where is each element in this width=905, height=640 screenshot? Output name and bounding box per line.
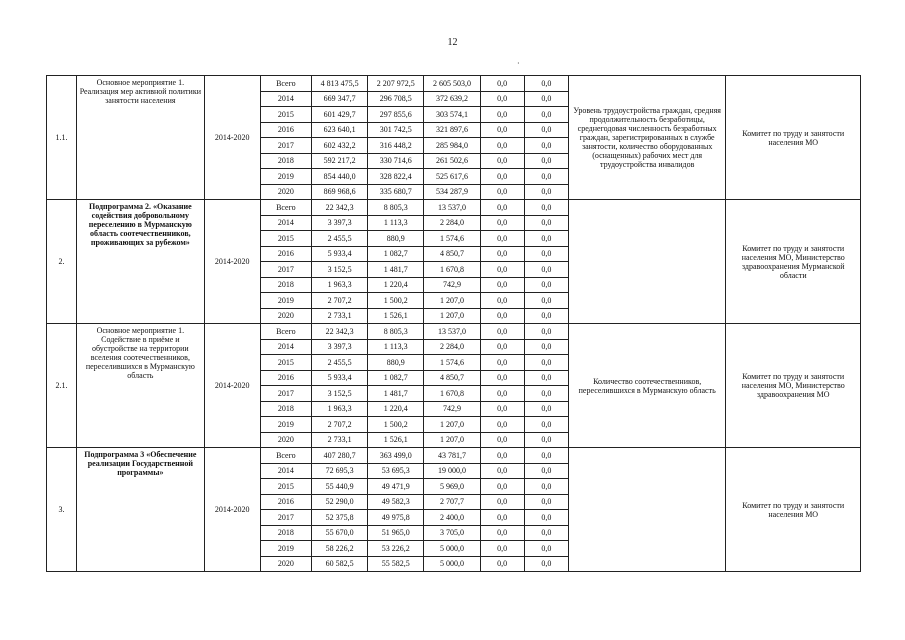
federal-budget-cell: 1 207,0 xyxy=(424,417,480,433)
regional-budget-cell: 1 500,2 xyxy=(368,417,424,433)
extrabudget-cell: 0,0 xyxy=(524,308,568,324)
result-indicator: Количество соотечественников, переселившихся в Мурманскую область xyxy=(568,324,726,448)
local-budget-cell: 0,0 xyxy=(480,138,524,154)
total-value-cell: 60 582,5 xyxy=(311,556,367,572)
extrabudget-cell: 0,0 xyxy=(524,215,568,231)
year-cell: 2015 xyxy=(260,479,311,495)
year-cell: 2015 xyxy=(260,355,311,371)
implementation-period: 2014-2020 xyxy=(204,448,260,572)
year-cell: 2017 xyxy=(260,510,311,526)
regional-budget-cell: 49 582,3 xyxy=(368,494,424,510)
total-value-cell: 3 152,5 xyxy=(311,262,367,278)
year-cell: 2020 xyxy=(260,432,311,448)
federal-budget-cell: 13 537,0 xyxy=(424,324,480,340)
extrabudget-cell: 0,0 xyxy=(524,138,568,154)
extrabudget-cell: 0,0 xyxy=(524,386,568,402)
total-value-cell: 3 152,5 xyxy=(311,386,367,402)
extrabudget-cell: 0,0 xyxy=(524,293,568,309)
local-budget-cell: 0,0 xyxy=(480,401,524,417)
federal-budget-cell: 1 207,0 xyxy=(424,293,480,309)
local-budget-cell: 0,0 xyxy=(480,200,524,216)
total-value-cell: 5 933,4 xyxy=(311,246,367,262)
federal-budget-cell: 4 850,7 xyxy=(424,370,480,386)
federal-budget-cell: 1 574,6 xyxy=(424,355,480,371)
federal-budget-cell: 4 850,7 xyxy=(424,246,480,262)
total-value-cell: 2 733,1 xyxy=(311,308,367,324)
total-value-cell: 4 813 475,5 xyxy=(311,76,367,92)
federal-budget-cell: 3 705,0 xyxy=(424,525,480,541)
extrabudget-cell: 0,0 xyxy=(524,370,568,386)
table-body xyxy=(47,76,861,572)
local-budget-cell: 0,0 xyxy=(480,479,524,495)
responsible-executor: Комитет по труду и занятости населения МО, Министерство здравоохранения МО xyxy=(726,324,861,448)
local-budget-cell: 0,0 xyxy=(480,448,524,464)
year-cell: 2015 xyxy=(260,107,311,123)
local-budget-cell: 0,0 xyxy=(480,184,524,200)
extrabudget-cell: 0,0 xyxy=(524,262,568,278)
year-cell: 2019 xyxy=(260,169,311,185)
year-cell: 2015 xyxy=(260,231,311,247)
local-budget-cell: 0,0 xyxy=(480,556,524,572)
regional-budget-cell: 1 481,7 xyxy=(368,262,424,278)
extrabudget-cell: 0,0 xyxy=(524,231,568,247)
total-value-cell: 3 397,3 xyxy=(311,215,367,231)
extrabudget-cell: 0,0 xyxy=(524,153,568,169)
total-value-cell: 3 397,3 xyxy=(311,339,367,355)
total-value-cell: 2 707,2 xyxy=(311,293,367,309)
year-cell: Всего xyxy=(260,76,311,92)
total-value-cell: 1 963,3 xyxy=(311,277,367,293)
total-value-cell: 601 429,7 xyxy=(311,107,367,123)
year-cell: 2018 xyxy=(260,153,311,169)
regional-budget-cell: 1 220,4 xyxy=(368,277,424,293)
extrabudget-cell: 0,0 xyxy=(524,432,568,448)
total-value-cell: 2 455,5 xyxy=(311,355,367,371)
result-indicator xyxy=(568,200,726,324)
extrabudget-cell: 0,0 xyxy=(524,494,568,510)
regional-budget-cell: 49 471,9 xyxy=(368,479,424,495)
implementation-period: 2014-2020 xyxy=(204,76,260,200)
year-cell: 2020 xyxy=(260,308,311,324)
year-cell: 2017 xyxy=(260,138,311,154)
row-number: 1.1. xyxy=(47,76,77,200)
federal-budget-cell: 5 969,0 xyxy=(424,479,480,495)
local-budget-cell: 0,0 xyxy=(480,169,524,185)
year-cell: 2016 xyxy=(260,370,311,386)
federal-budget-cell: 5 000,0 xyxy=(424,541,480,557)
local-budget-cell: 0,0 xyxy=(480,76,524,92)
extrabudget-cell: 0,0 xyxy=(524,339,568,355)
row-number: 3. xyxy=(47,448,77,572)
federal-budget-cell: 303 574,1 xyxy=(424,107,480,123)
extrabudget-cell: 0,0 xyxy=(524,76,568,92)
extrabudget-cell: 0,0 xyxy=(524,355,568,371)
local-budget-cell: 0,0 xyxy=(480,463,524,479)
local-budget-cell: 0,0 xyxy=(480,153,524,169)
federal-budget-cell: 2 284,0 xyxy=(424,215,480,231)
table-row xyxy=(47,200,861,216)
federal-budget-cell: 372 639,2 xyxy=(424,91,480,107)
year-cell: 2014 xyxy=(260,339,311,355)
regional-budget-cell: 330 714,6 xyxy=(368,153,424,169)
year-cell: 2014 xyxy=(260,463,311,479)
table-row xyxy=(47,324,861,340)
year-cell: 2017 xyxy=(260,386,311,402)
year-cell: 2014 xyxy=(260,215,311,231)
regional-budget-cell: 2 207 972,5 xyxy=(368,76,424,92)
extrabudget-cell: 0,0 xyxy=(524,556,568,572)
year-cell: 2020 xyxy=(260,556,311,572)
extrabudget-cell: 0,0 xyxy=(524,246,568,262)
measure-name: Основное мероприятие 1. Содействие в приёме и обустройстве на территории вселения соотечественников, переселившихся в Мурманскую область xyxy=(77,324,204,448)
row-number: 2.1. xyxy=(47,324,77,448)
extrabudget-cell: 0,0 xyxy=(524,324,568,340)
total-value-cell: 854 440,0 xyxy=(311,169,367,185)
total-value-cell: 52 290,0 xyxy=(311,494,367,510)
federal-budget-cell: 1 207,0 xyxy=(424,432,480,448)
year-cell: 2019 xyxy=(260,293,311,309)
regional-budget-cell: 1 082,7 xyxy=(368,370,424,386)
measure-name: Подпрограмма 2. «Оказание содействия добровольному переселению в Мурманскую область соотечественников, проживающих за рубежом» xyxy=(77,200,204,324)
local-budget-cell: 0,0 xyxy=(480,231,524,247)
extrabudget-cell: 0,0 xyxy=(524,448,568,464)
extrabudget-cell: 0,0 xyxy=(524,184,568,200)
regional-budget-cell: 1 500,2 xyxy=(368,293,424,309)
table-row xyxy=(47,76,861,92)
local-budget-cell: 0,0 xyxy=(480,355,524,371)
regional-budget-cell: 1 082,7 xyxy=(368,246,424,262)
local-budget-cell: 0,0 xyxy=(480,91,524,107)
federal-budget-cell: 261 502,6 xyxy=(424,153,480,169)
implementation-period: 2014-2020 xyxy=(204,324,260,448)
federal-budget-cell: 19 000,0 xyxy=(424,463,480,479)
local-budget-cell: 0,0 xyxy=(480,432,524,448)
total-value-cell: 602 432,2 xyxy=(311,138,367,154)
year-cell: 2016 xyxy=(260,246,311,262)
federal-budget-cell: 534 287,9 xyxy=(424,184,480,200)
regional-budget-cell: 297 855,6 xyxy=(368,107,424,123)
total-value-cell: 72 695,3 xyxy=(311,463,367,479)
page-number: 12 xyxy=(447,37,458,48)
local-budget-cell: 0,0 xyxy=(480,370,524,386)
regional-budget-cell: 296 708,5 xyxy=(368,91,424,107)
federal-budget-cell: 1 574,6 xyxy=(424,231,480,247)
local-budget-cell: 0,0 xyxy=(480,277,524,293)
local-budget-cell: 0,0 xyxy=(480,525,524,541)
responsible-executor: Комитет по труду и занятости населения МО, Министерство здравоохранения Мурманской области xyxy=(726,200,861,324)
local-budget-cell: 0,0 xyxy=(480,510,524,526)
local-budget-cell: 0,0 xyxy=(480,339,524,355)
federal-budget-cell: 2 284,0 xyxy=(424,339,480,355)
federal-budget-cell: 43 781,7 xyxy=(424,448,480,464)
program-table xyxy=(46,75,861,572)
result-indicator xyxy=(568,448,726,572)
total-value-cell: 55 440,9 xyxy=(311,479,367,495)
total-value-cell: 669 347,7 xyxy=(311,91,367,107)
regional-budget-cell: 880,9 xyxy=(368,231,424,247)
table-row xyxy=(47,448,861,464)
regional-budget-cell: 8 805,3 xyxy=(368,200,424,216)
year-cell: 2018 xyxy=(260,277,311,293)
regional-budget-cell: 363 499,0 xyxy=(368,448,424,464)
total-value-cell: 58 226,2 xyxy=(311,541,367,557)
local-budget-cell: 0,0 xyxy=(480,417,524,433)
extrabudget-cell: 0,0 xyxy=(524,541,568,557)
total-value-cell: 407 280,7 xyxy=(311,448,367,464)
local-budget-cell: 0,0 xyxy=(480,308,524,324)
implementation-period: 2014-2020 xyxy=(204,200,260,324)
extrabudget-cell: 0,0 xyxy=(524,463,568,479)
federal-budget-cell: 321 897,6 xyxy=(424,122,480,138)
regional-budget-cell: 1 220,4 xyxy=(368,401,424,417)
regional-budget-cell: 51 965,0 xyxy=(368,525,424,541)
extrabudget-cell: 0,0 xyxy=(524,169,568,185)
year-cell: 2019 xyxy=(260,541,311,557)
local-budget-cell: 0,0 xyxy=(480,541,524,557)
federal-budget-cell: 1 670,8 xyxy=(424,386,480,402)
regional-budget-cell: 1 481,7 xyxy=(368,386,424,402)
year-cell: Всего xyxy=(260,324,311,340)
local-budget-cell: 0,0 xyxy=(480,246,524,262)
total-value-cell: 1 963,3 xyxy=(311,401,367,417)
federal-budget-cell: 525 617,6 xyxy=(424,169,480,185)
year-cell: 2019 xyxy=(260,417,311,433)
total-value-cell: 22 342,3 xyxy=(311,324,367,340)
total-value-cell: 52 375,8 xyxy=(311,510,367,526)
federal-budget-cell: 5 000,0 xyxy=(424,556,480,572)
row-number: 2. xyxy=(47,200,77,324)
total-value-cell: 592 217,2 xyxy=(311,153,367,169)
federal-budget-cell: 1 670,8 xyxy=(424,262,480,278)
extrabudget-cell: 0,0 xyxy=(524,510,568,526)
total-value-cell: 2 707,2 xyxy=(311,417,367,433)
extrabudget-cell: 0,0 xyxy=(524,417,568,433)
regional-budget-cell: 53 226,2 xyxy=(368,541,424,557)
federal-budget-cell: 2 400,0 xyxy=(424,510,480,526)
regional-budget-cell: 55 582,5 xyxy=(368,556,424,572)
regional-budget-cell: 335 680,7 xyxy=(368,184,424,200)
year-cell: Всего xyxy=(260,200,311,216)
regional-budget-cell: 1 113,3 xyxy=(368,215,424,231)
extrabudget-cell: 0,0 xyxy=(524,401,568,417)
extrabudget-cell: 0,0 xyxy=(524,107,568,123)
regional-budget-cell: 1 526,1 xyxy=(368,432,424,448)
extrabudget-cell: 0,0 xyxy=(524,525,568,541)
measure-name: Подпрограмма 3 «Обеспечение реализации Государственной программы» xyxy=(77,448,204,572)
result-indicator: Уровень трудоустройства граждан, средняя продолжительность безработицы, среднегодовая численность безработных граждан, зарегистрированных в службе занятости, количество оборудованных (оснащенных) рабочих мест для трудоустройства инвалидов xyxy=(568,76,726,200)
regional-budget-cell: 301 742,5 xyxy=(368,122,424,138)
total-value-cell: 623 640,1 xyxy=(311,122,367,138)
responsible-executor: Комитет по труду и занятости населения МО xyxy=(726,76,861,200)
extrabudget-cell: 0,0 xyxy=(524,91,568,107)
regional-budget-cell: 53 695,3 xyxy=(368,463,424,479)
total-value-cell: 55 670,0 xyxy=(311,525,367,541)
year-cell: 2016 xyxy=(260,122,311,138)
regional-budget-cell: 1 526,1 xyxy=(368,308,424,324)
federal-budget-cell: 13 537,0 xyxy=(424,200,480,216)
year-cell: Всего xyxy=(260,448,311,464)
local-budget-cell: 0,0 xyxy=(480,262,524,278)
federal-budget-cell: 285 984,0 xyxy=(424,138,480,154)
year-cell: 2016 xyxy=(260,494,311,510)
regional-budget-cell: 328 822,4 xyxy=(368,169,424,185)
local-budget-cell: 0,0 xyxy=(480,494,524,510)
extrabudget-cell: 0,0 xyxy=(524,277,568,293)
federal-budget-cell: 1 207,0 xyxy=(424,308,480,324)
regional-budget-cell: 316 448,2 xyxy=(368,138,424,154)
total-value-cell: 22 342,3 xyxy=(311,200,367,216)
total-value-cell: 2 733,1 xyxy=(311,432,367,448)
responsible-executor: Комитет по труду и занятости населения МО xyxy=(726,448,861,572)
extrabudget-cell: 0,0 xyxy=(524,479,568,495)
regional-budget-cell: 8 805,3 xyxy=(368,324,424,340)
local-budget-cell: 0,0 xyxy=(480,107,524,123)
year-cell: 2017 xyxy=(260,262,311,278)
year-cell: 2018 xyxy=(260,401,311,417)
local-budget-cell: 0,0 xyxy=(480,293,524,309)
local-budget-cell: 0,0 xyxy=(480,215,524,231)
total-value-cell: 5 933,4 xyxy=(311,370,367,386)
federal-budget-cell: 2 707,7 xyxy=(424,494,480,510)
regional-budget-cell: 1 113,3 xyxy=(368,339,424,355)
measure-name: Основное мероприятие 1. Реализация мер активной политики занятости населения xyxy=(77,76,204,200)
regional-budget-cell: 880,9 xyxy=(368,355,424,371)
federal-budget-cell: 2 605 503,0 xyxy=(424,76,480,92)
total-value-cell: 2 455,5 xyxy=(311,231,367,247)
local-budget-cell: 0,0 xyxy=(480,386,524,402)
year-cell: 2018 xyxy=(260,525,311,541)
extrabudget-cell: 0,0 xyxy=(524,200,568,216)
year-cell: 2014 xyxy=(260,91,311,107)
extrabudget-cell: 0,0 xyxy=(524,122,568,138)
regional-budget-cell: 49 975,8 xyxy=(368,510,424,526)
federal-budget-cell: 742,9 xyxy=(424,401,480,417)
local-budget-cell: 0,0 xyxy=(480,324,524,340)
scan-dot: · xyxy=(517,59,520,68)
local-budget-cell: 0,0 xyxy=(480,122,524,138)
total-value-cell: 869 968,6 xyxy=(311,184,367,200)
federal-budget-cell: 742,9 xyxy=(424,277,480,293)
year-cell: 2020 xyxy=(260,184,311,200)
